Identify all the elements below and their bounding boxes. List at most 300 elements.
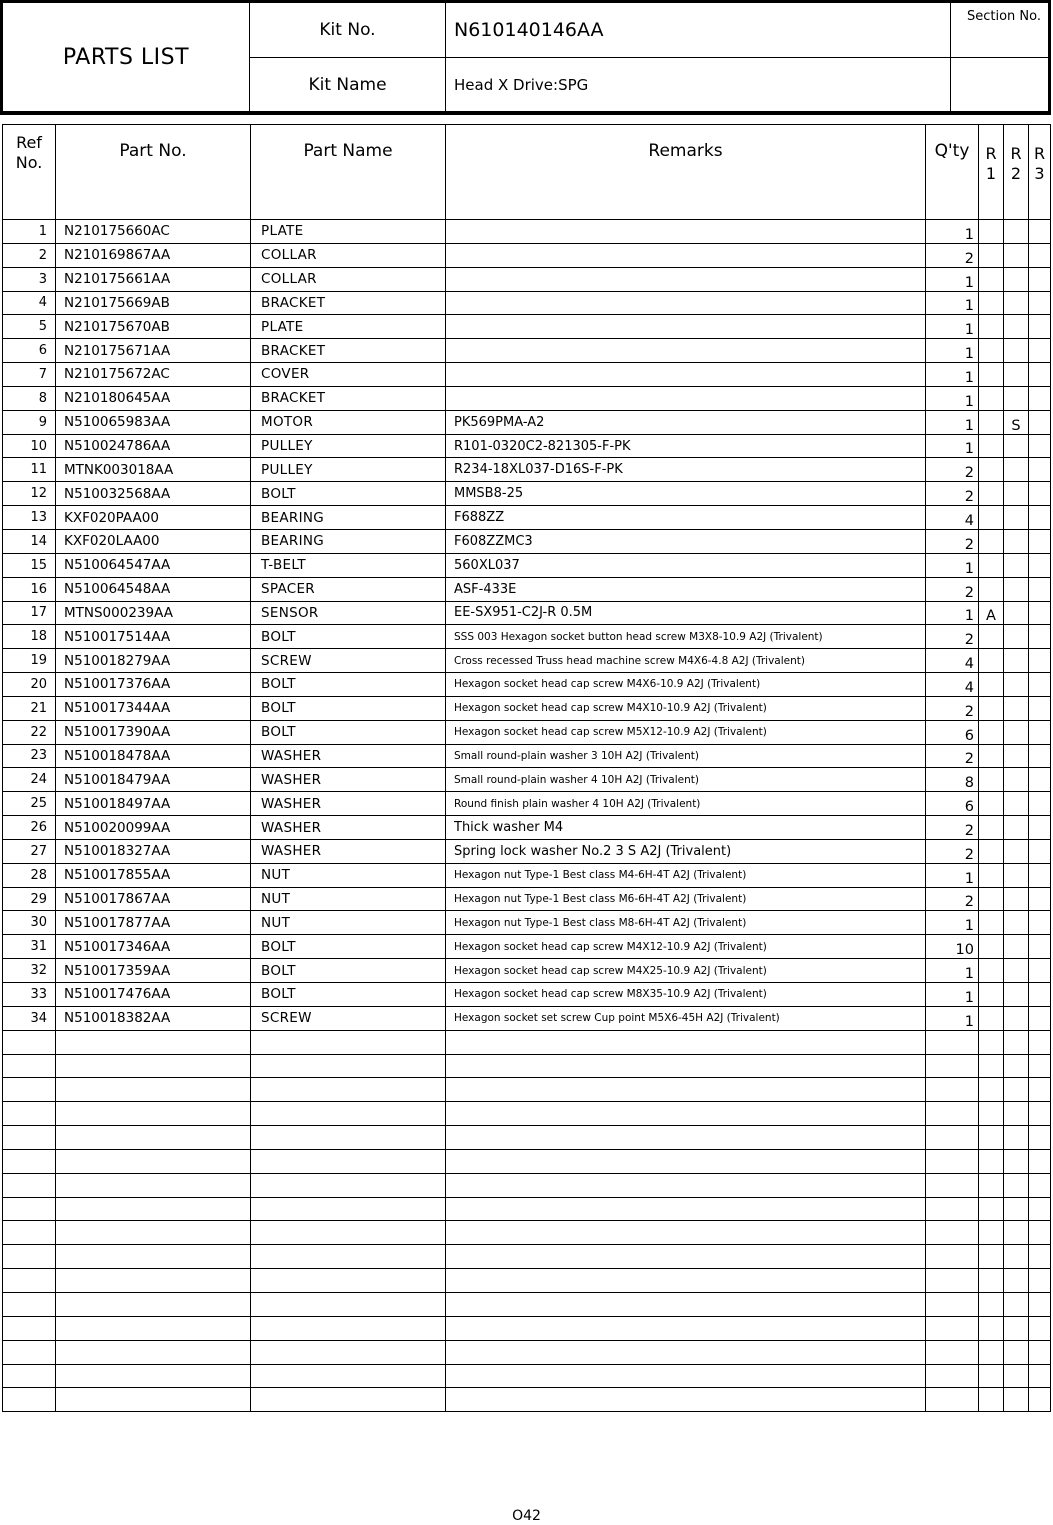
- col-r3-line2: 3: [1034, 164, 1045, 183]
- ref-no-cell: 6: [3, 339, 56, 363]
- r2-cell: [1004, 339, 1029, 363]
- ref-no-cell: 4: [3, 291, 56, 315]
- empty-cell: [446, 1388, 926, 1412]
- qty-cell: 10: [926, 935, 979, 959]
- r3-cell: [1029, 267, 1051, 291]
- table-row: [3, 434, 1051, 458]
- empty-cell: [3, 1388, 56, 1412]
- part-name-cell: MOTOR: [251, 410, 446, 434]
- qty-cell: 4: [926, 506, 979, 530]
- qty-cell: 1: [926, 959, 979, 983]
- empty-cell: [3, 1149, 56, 1173]
- col-r3: [1029, 125, 1051, 220]
- qty-cell: 2: [926, 887, 979, 911]
- table-row: [3, 625, 1051, 649]
- remarks-cell: [446, 386, 926, 410]
- r2-cell: [1004, 625, 1029, 649]
- r3-cell: [1029, 696, 1051, 720]
- empty-cell: [926, 1316, 979, 1340]
- empty-cell: [926, 1030, 979, 1054]
- empty-cell: [979, 1245, 1004, 1269]
- part-name-cell: PULLEY: [251, 434, 446, 458]
- r3-cell: [1029, 839, 1051, 863]
- empty-cell: [56, 1388, 251, 1412]
- part-name-cell: T-BELT: [251, 553, 446, 577]
- r3-cell: [1029, 577, 1051, 601]
- r3-cell: [1029, 983, 1051, 1007]
- r2-cell: [1004, 792, 1029, 816]
- r1-cell: [979, 315, 1004, 339]
- empty-cell: [979, 1340, 1004, 1364]
- col-r1-line1: R: [985, 144, 997, 163]
- qty-cell: 1: [926, 863, 979, 887]
- qty-cell: 1: [926, 601, 979, 625]
- r1-cell: [979, 839, 1004, 863]
- r3-cell: [1029, 458, 1051, 482]
- r2-cell: [1004, 506, 1029, 530]
- r1-cell: [979, 291, 1004, 315]
- ref-no-cell: 10: [3, 434, 56, 458]
- part-no-cell: N510018382AA: [56, 1006, 251, 1030]
- kit-no-value: N610140146AA: [446, 3, 951, 58]
- part-no-cell: N510018479AA: [56, 768, 251, 792]
- empty-cell: [979, 1030, 1004, 1054]
- table-row: [3, 768, 1051, 792]
- r2-cell: [1004, 1006, 1029, 1030]
- remarks-cell: Small round-plain washer 4 10H A2J (Trivalent): [446, 768, 926, 792]
- empty-cell: [446, 1054, 926, 1078]
- part-name-cell: BOLT: [251, 482, 446, 506]
- empty-cell: [1004, 1102, 1029, 1126]
- empty-cell: [56, 1245, 251, 1269]
- r1-cell: [979, 983, 1004, 1007]
- remarks-cell: R101-0320C2-821305-F-PK: [446, 434, 926, 458]
- r3-cell: [1029, 220, 1051, 244]
- part-no-cell: N510017359AA: [56, 959, 251, 983]
- part-name-cell: BOLT: [251, 696, 446, 720]
- empty-cell: [56, 1364, 251, 1388]
- r2-cell: [1004, 482, 1029, 506]
- empty-cell: [251, 1149, 446, 1173]
- empty-cell: [251, 1054, 446, 1078]
- empty-cell: [1004, 1269, 1029, 1293]
- empty-cell: [979, 1173, 1004, 1197]
- empty-cell: [1029, 1126, 1051, 1150]
- qty-cell: 1: [926, 315, 979, 339]
- r1-cell: [979, 577, 1004, 601]
- r3-cell: [1029, 553, 1051, 577]
- part-no-cell: N210175661AA: [56, 267, 251, 291]
- empty-cell: [56, 1197, 251, 1221]
- page-number: O42: [512, 1508, 541, 1524]
- empty-cell: [251, 1030, 446, 1054]
- empty-cell: [446, 1078, 926, 1102]
- empty-cell: [1004, 1126, 1029, 1150]
- r2-cell: [1004, 434, 1029, 458]
- r2-cell: [1004, 983, 1029, 1007]
- part-name-cell: BOLT: [251, 983, 446, 1007]
- r2-cell: [1004, 577, 1029, 601]
- part-name-cell: WASHER: [251, 816, 446, 840]
- part-no-cell: N210169867AA: [56, 243, 251, 267]
- empty-cell: [1029, 1292, 1051, 1316]
- r3-cell: [1029, 243, 1051, 267]
- table-header-row: [3, 125, 1051, 220]
- ref-no-cell: 15: [3, 553, 56, 577]
- empty-cell: [251, 1269, 446, 1293]
- table-row: [3, 983, 1051, 1007]
- table-row: [3, 696, 1051, 720]
- empty-cell: [926, 1364, 979, 1388]
- empty-cell: [56, 1173, 251, 1197]
- empty-cell: [1029, 1388, 1051, 1412]
- empty-cell: [1029, 1197, 1051, 1221]
- qty-cell: 1: [926, 291, 979, 315]
- qty-cell: 2: [926, 839, 979, 863]
- empty-cell: [251, 1221, 446, 1245]
- r1-cell: [979, 482, 1004, 506]
- remarks-cell: [446, 291, 926, 315]
- empty-cell: [979, 1269, 1004, 1293]
- table-row: [3, 529, 1051, 553]
- qty-cell: 1: [926, 339, 979, 363]
- ref-no-cell: 33: [3, 983, 56, 1007]
- empty-cell: [1004, 1364, 1029, 1388]
- qty-cell: 2: [926, 458, 979, 482]
- empty-cell: [3, 1197, 56, 1221]
- empty-cell: [1004, 1388, 1029, 1412]
- empty-cell: [3, 1269, 56, 1293]
- ref-no-cell: 12: [3, 482, 56, 506]
- empty-cell: [3, 1030, 56, 1054]
- r3-cell: [1029, 506, 1051, 530]
- r1-cell: [979, 410, 1004, 434]
- section-no-value: [951, 58, 1050, 113]
- empty-cell: [979, 1126, 1004, 1150]
- empty-cell: [251, 1245, 446, 1269]
- qty-cell: 1: [926, 911, 979, 935]
- table-row: [3, 1006, 1051, 1030]
- qty-cell: 2: [926, 243, 979, 267]
- remarks-cell: ASF-433E: [446, 577, 926, 601]
- table-row: [3, 863, 1051, 887]
- part-no-cell: N210175670AB: [56, 315, 251, 339]
- remarks-cell: EE-SX951-C2J-R 0.5M: [446, 601, 926, 625]
- empty-cell: [1029, 1078, 1051, 1102]
- empty-cell: [446, 1316, 926, 1340]
- r3-cell: [1029, 792, 1051, 816]
- part-no-cell: N210175671AA: [56, 339, 251, 363]
- r2-cell: [1004, 267, 1029, 291]
- part-name-cell: WASHER: [251, 839, 446, 863]
- empty-cell: [926, 1269, 979, 1293]
- remarks-cell: 560XL037: [446, 553, 926, 577]
- r3-cell: [1029, 410, 1051, 434]
- empty-cell: [1029, 1269, 1051, 1293]
- r2-cell: S: [1004, 410, 1029, 434]
- table-row: [3, 506, 1051, 530]
- r1-cell: [979, 673, 1004, 697]
- table-row: [3, 386, 1051, 410]
- r2-cell: [1004, 601, 1029, 625]
- col-r2: [1004, 125, 1029, 220]
- qty-cell: 2: [926, 529, 979, 553]
- r3-cell: [1029, 863, 1051, 887]
- r2-cell: [1004, 386, 1029, 410]
- table-row: [3, 553, 1051, 577]
- part-no-cell: N210175669AB: [56, 291, 251, 315]
- r3-cell: [1029, 744, 1051, 768]
- ref-no-cell: 13: [3, 506, 56, 530]
- r2-cell: [1004, 673, 1029, 697]
- empty-cell: [446, 1340, 926, 1364]
- r2-cell: [1004, 768, 1029, 792]
- empty-cell: [251, 1388, 446, 1412]
- qty-cell: 4: [926, 649, 979, 673]
- page-title: PARTS LIST: [3, 3, 250, 113]
- part-no-cell: N210175660AC: [56, 220, 251, 244]
- empty-cell: [56, 1054, 251, 1078]
- part-no-cell: N510018279AA: [56, 649, 251, 673]
- empty-cell: [251, 1316, 446, 1340]
- r3-cell: [1029, 887, 1051, 911]
- r1-cell: [979, 863, 1004, 887]
- table-row: [3, 839, 1051, 863]
- r3-cell: [1029, 386, 1051, 410]
- empty-cell: [1029, 1149, 1051, 1173]
- empty-row: [3, 1316, 1051, 1340]
- empty-cell: [1004, 1078, 1029, 1102]
- r2-cell: [1004, 291, 1029, 315]
- part-no-cell: N510018497AA: [56, 792, 251, 816]
- empty-cell: [1004, 1245, 1029, 1269]
- remarks-cell: Spring lock washer No.2 3 S A2J (Trivalent): [446, 839, 926, 863]
- ref-no-cell: 7: [3, 363, 56, 387]
- part-name-cell: NUT: [251, 887, 446, 911]
- table-row: [3, 339, 1051, 363]
- r2-cell: [1004, 363, 1029, 387]
- ref-no-cell: 24: [3, 768, 56, 792]
- ref-no-cell: 23: [3, 744, 56, 768]
- remarks-cell: Hexagon socket head cap screw M4X6-10.9 A2J (Trivalent): [446, 673, 926, 697]
- part-no-cell: N210180645AA: [56, 386, 251, 410]
- qty-cell: 1: [926, 434, 979, 458]
- empty-row: [3, 1173, 1051, 1197]
- ref-no-cell: 3: [3, 267, 56, 291]
- ref-no-cell: 17: [3, 601, 56, 625]
- part-name-cell: BOLT: [251, 935, 446, 959]
- r3-cell: [1029, 363, 1051, 387]
- r3-cell: [1029, 529, 1051, 553]
- empty-cell: [446, 1364, 926, 1388]
- r1-cell: [979, 935, 1004, 959]
- table-row: [3, 410, 1051, 434]
- ref-no-cell: 18: [3, 625, 56, 649]
- empty-cell: [251, 1078, 446, 1102]
- remarks-cell: Small round-plain washer 3 10H A2J (Trivalent): [446, 744, 926, 768]
- remarks-cell: [446, 363, 926, 387]
- ref-no-cell: 21: [3, 696, 56, 720]
- empty-row: [3, 1078, 1051, 1102]
- col-part-no: Part No.: [56, 125, 251, 220]
- empty-cell: [1029, 1221, 1051, 1245]
- qty-cell: 6: [926, 720, 979, 744]
- empty-cell: [926, 1221, 979, 1245]
- remarks-cell: F688ZZ: [446, 506, 926, 530]
- qty-cell: 2: [926, 744, 979, 768]
- empty-cell: [1029, 1054, 1051, 1078]
- r2-cell: [1004, 315, 1029, 339]
- r1-cell: [979, 720, 1004, 744]
- empty-cell: [56, 1221, 251, 1245]
- parts-body: [3, 220, 1051, 1412]
- empty-row: [3, 1102, 1051, 1126]
- ref-no-cell: 1: [3, 220, 56, 244]
- part-name-cell: BEARING: [251, 529, 446, 553]
- qty-cell: 2: [926, 816, 979, 840]
- r1-cell: [979, 529, 1004, 553]
- part-name-cell: SENSOR: [251, 601, 446, 625]
- remarks-cell: Hexagon socket head cap screw M4X12-10.9 A2J (Trivalent): [446, 935, 926, 959]
- empty-cell: [926, 1340, 979, 1364]
- r2-cell: [1004, 816, 1029, 840]
- remarks-cell: Hexagon socket head cap screw M8X35-10.9 A2J (Trivalent): [446, 983, 926, 1007]
- r2-cell: [1004, 220, 1029, 244]
- r2-cell: [1004, 887, 1029, 911]
- table-row: [3, 911, 1051, 935]
- kit-name-label: Kit Name: [250, 58, 446, 113]
- parts-table: [2, 124, 1051, 1412]
- table-row: [3, 363, 1051, 387]
- header-table: [2, 2, 1050, 113]
- qty-cell: 1: [926, 267, 979, 291]
- r1-cell: [979, 649, 1004, 673]
- part-no-cell: N510017476AA: [56, 983, 251, 1007]
- r3-cell: [1029, 1006, 1051, 1030]
- part-name-cell: SPACER: [251, 577, 446, 601]
- part-name-cell: COVER: [251, 363, 446, 387]
- part-no-cell: MTNK003018AA: [56, 458, 251, 482]
- empty-cell: [446, 1102, 926, 1126]
- remarks-cell: [446, 339, 926, 363]
- table-row: [3, 291, 1051, 315]
- ref-no-cell: 2: [3, 243, 56, 267]
- ref-no-cell: 16: [3, 577, 56, 601]
- r1-cell: [979, 1006, 1004, 1030]
- empty-cell: [1029, 1245, 1051, 1269]
- ref-no-cell: 25: [3, 792, 56, 816]
- r1-cell: [979, 363, 1004, 387]
- qty-cell: 1: [926, 410, 979, 434]
- part-name-cell: COLLAR: [251, 267, 446, 291]
- empty-cell: [446, 1197, 926, 1221]
- qty-cell: 4: [926, 673, 979, 697]
- remarks-cell: [446, 243, 926, 267]
- table-row: [3, 482, 1051, 506]
- col-remarks: Remarks: [446, 125, 926, 220]
- r3-cell: [1029, 720, 1051, 744]
- col-r1-line2: 1: [985, 164, 997, 183]
- table-row: [3, 601, 1051, 625]
- r2-cell: [1004, 243, 1029, 267]
- empty-cell: [251, 1364, 446, 1388]
- r3-cell: [1029, 649, 1051, 673]
- empty-cell: [56, 1078, 251, 1102]
- empty-cell: [926, 1292, 979, 1316]
- empty-cell: [3, 1078, 56, 1102]
- empty-cell: [1029, 1030, 1051, 1054]
- part-name-cell: BEARING: [251, 506, 446, 530]
- r1-cell: [979, 243, 1004, 267]
- qty-cell: 1: [926, 1006, 979, 1030]
- table-row: [3, 792, 1051, 816]
- r1-cell: [979, 458, 1004, 482]
- empty-cell: [1029, 1316, 1051, 1340]
- table-row: [3, 243, 1051, 267]
- part-name-cell: NUT: [251, 911, 446, 935]
- empty-cell: [1004, 1340, 1029, 1364]
- col-part-name: Part Name: [251, 125, 446, 220]
- ref-no-cell: 29: [3, 887, 56, 911]
- part-no-cell: MTNS000239AA: [56, 601, 251, 625]
- empty-cell: [926, 1126, 979, 1150]
- ref-no-cell: 11: [3, 458, 56, 482]
- part-no-cell: N510024786AA: [56, 434, 251, 458]
- empty-cell: [1029, 1102, 1051, 1126]
- empty-row: [3, 1364, 1051, 1388]
- r1-cell: [979, 434, 1004, 458]
- part-name-cell: SCREW: [251, 649, 446, 673]
- empty-cell: [3, 1173, 56, 1197]
- empty-row: [3, 1388, 1051, 1412]
- ref-no-cell: 20: [3, 673, 56, 697]
- r1-cell: [979, 744, 1004, 768]
- r1-cell: A: [979, 601, 1004, 625]
- part-name-cell: BRACKET: [251, 291, 446, 315]
- ref-no-cell: 30: [3, 911, 56, 935]
- part-name-cell: WASHER: [251, 792, 446, 816]
- part-no-cell: N510017376AA: [56, 673, 251, 697]
- remarks-cell: SSS 003 Hexagon socket button head screw M3X8-10.9 A2J (Trivalent): [446, 625, 926, 649]
- r2-cell: [1004, 696, 1029, 720]
- part-no-cell: KXF020PAA00: [56, 506, 251, 530]
- empty-cell: [979, 1316, 1004, 1340]
- r3-cell: [1029, 625, 1051, 649]
- empty-cell: [1004, 1149, 1029, 1173]
- part-no-cell: N510032568AA: [56, 482, 251, 506]
- col-r2-line2: 2: [1010, 164, 1022, 183]
- table-row: [3, 720, 1051, 744]
- empty-cell: [926, 1078, 979, 1102]
- qty-cell: 1: [926, 220, 979, 244]
- empty-cell: [3, 1102, 56, 1126]
- col-ref-line2: No.: [15, 153, 43, 172]
- empty-cell: [979, 1364, 1004, 1388]
- empty-cell: [251, 1340, 446, 1364]
- empty-cell: [979, 1388, 1004, 1412]
- empty-cell: [1004, 1221, 1029, 1245]
- empty-cell: [1004, 1030, 1029, 1054]
- empty-cell: [3, 1364, 56, 1388]
- empty-cell: [446, 1292, 926, 1316]
- empty-cell: [56, 1149, 251, 1173]
- remarks-cell: Hexagon nut Type-1 Best class M4-6H-4T A2J (Trivalent): [446, 863, 926, 887]
- empty-row: [3, 1126, 1051, 1150]
- remarks-cell: PK569PMA-A2: [446, 410, 926, 434]
- r2-cell: [1004, 911, 1029, 935]
- part-no-cell: N510017867AA: [56, 887, 251, 911]
- col-r3-line1: R: [1033, 144, 1046, 163]
